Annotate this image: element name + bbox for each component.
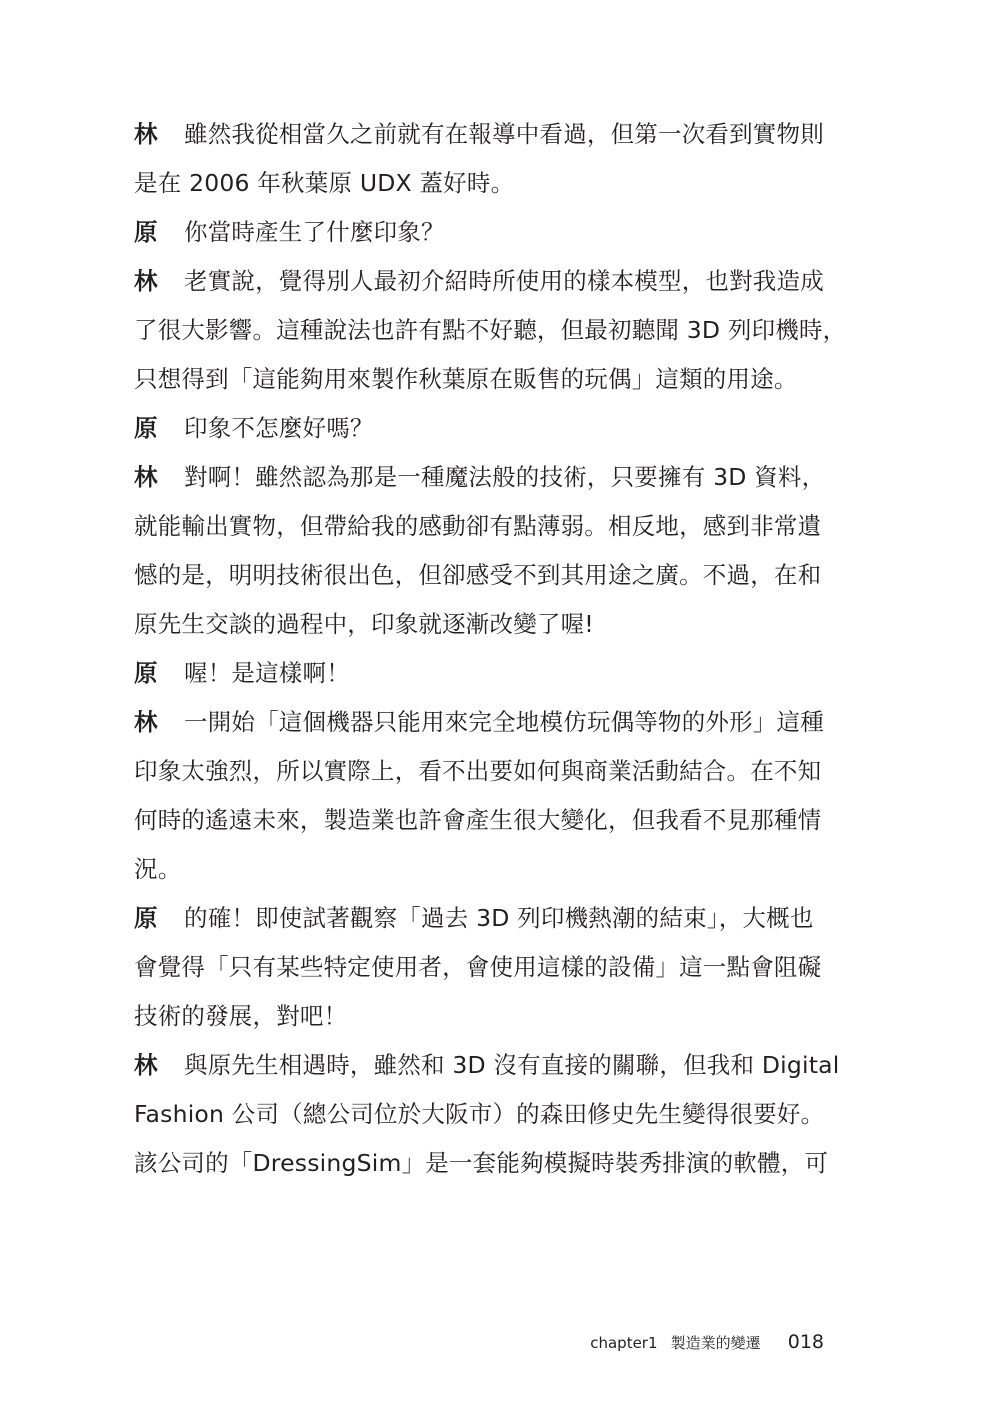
text-line — [134, 698, 834, 747]
text-line — [134, 649, 834, 698]
speaker-name: 原 — [134, 414, 158, 442]
line-text: 原先生交談的過程中，印象就逐漸改變了喔! — [134, 610, 594, 638]
dialogue-text — [134, 110, 847, 1188]
text-line — [134, 110, 834, 159]
line-text: 就能輸出實物，但帶給我的感動卻有點薄弱。相反地，感到非常遺 — [134, 512, 822, 540]
line-text: 憾的是，明明技術很出色，但卻感受不到其用途之廣。不過，在和 — [134, 561, 822, 589]
speaker-name: 林 — [134, 267, 158, 295]
text-line — [134, 159, 834, 208]
text-line — [134, 502, 834, 551]
text-line — [134, 404, 834, 453]
text-line — [134, 1041, 840, 1090]
line-text: 技術的發展，對吧！ — [134, 1002, 348, 1030]
line-text: 喔！是這樣啊！ — [184, 659, 350, 687]
speaker-name: 原 — [134, 904, 158, 932]
speaker-name: 原 — [134, 218, 158, 246]
line-text: 該公司的「DressingSim」是一套能夠模擬時裝秀排演的軟體，可 — [134, 1149, 829, 1177]
speaker-name: 林 — [134, 120, 158, 148]
page-footer — [590, 1322, 824, 1362]
text-line — [134, 1090, 834, 1139]
chapter-title: 製造業的變遷 — [670, 1334, 761, 1352]
speaker-name: 林 — [134, 708, 158, 736]
speaker-name: 原 — [134, 659, 158, 687]
text-line — [134, 453, 834, 502]
speaker-name: 林 — [134, 463, 158, 491]
line-text: 與原先生相遇時，雖然和 3D 沒有直接的關聯，但我和 Digital — [184, 1051, 840, 1079]
text-line — [134, 551, 834, 600]
line-text: 何時的遙遠未來，製造業也許會產生很大變化，但我看不見那種情 — [134, 806, 822, 834]
line-text: 印象不怎麼好嗎？ — [184, 414, 374, 442]
text-line — [134, 600, 834, 649]
chapter-label: chapter1 — [590, 1334, 658, 1352]
line-text: 雖然我從相當久之前就有在報導中看過，但第一次看到實物則 — [184, 120, 824, 148]
line-text: 一開始「這個機器只能用來完全地模仿玩偶等物的外形」這種 — [184, 708, 824, 736]
line-text: 印象太強烈，所以實際上，看不出要如何與商業活動結合。在不知 — [134, 757, 822, 785]
text-line — [134, 796, 834, 845]
text-line — [134, 355, 834, 404]
line-text: 了很大影響。這種說法也許有點不好聽，但最初聽聞 3D 列印機時， — [134, 316, 847, 344]
line-text: Fashion 公司（總公司位於大阪市）的森田修史先生變得很要好。 — [134, 1100, 825, 1128]
text-line — [134, 306, 847, 355]
text-line — [134, 747, 834, 796]
text-line — [134, 845, 834, 894]
line-text: 只想得到「這能夠用來製作秋葉原在販售的玩偶」這類的用途。 — [134, 365, 798, 393]
text-line — [134, 1139, 834, 1188]
text-line — [134, 943, 834, 992]
line-text: 的確！即使試著觀察「過去 3D 列印機熱潮的結束」，大概也 — [184, 904, 814, 932]
text-line — [134, 208, 834, 257]
line-text: 老實說，覺得別人最初介紹時所使用的樣本模型，也對我造成 — [184, 267, 824, 295]
line-text: 況。 — [134, 855, 182, 883]
text-line — [134, 257, 834, 306]
speaker-name: 林 — [134, 1051, 158, 1079]
line-text: 對啊！雖然認為那是一種魔法般的技術，只要擁有 3D 資料， — [184, 463, 826, 491]
text-line — [134, 894, 834, 943]
line-text: 會覺得「只有某些特定使用者，會使用這樣的設備」這一點會阻礙 — [134, 953, 822, 981]
page-number: 018 — [787, 1331, 824, 1353]
line-text: 是在 2006 年秋葉原 UDX 蓋好時。 — [134, 169, 515, 197]
line-text: 你當時產生了什麼印象？ — [184, 218, 445, 246]
text-line — [134, 992, 834, 1041]
